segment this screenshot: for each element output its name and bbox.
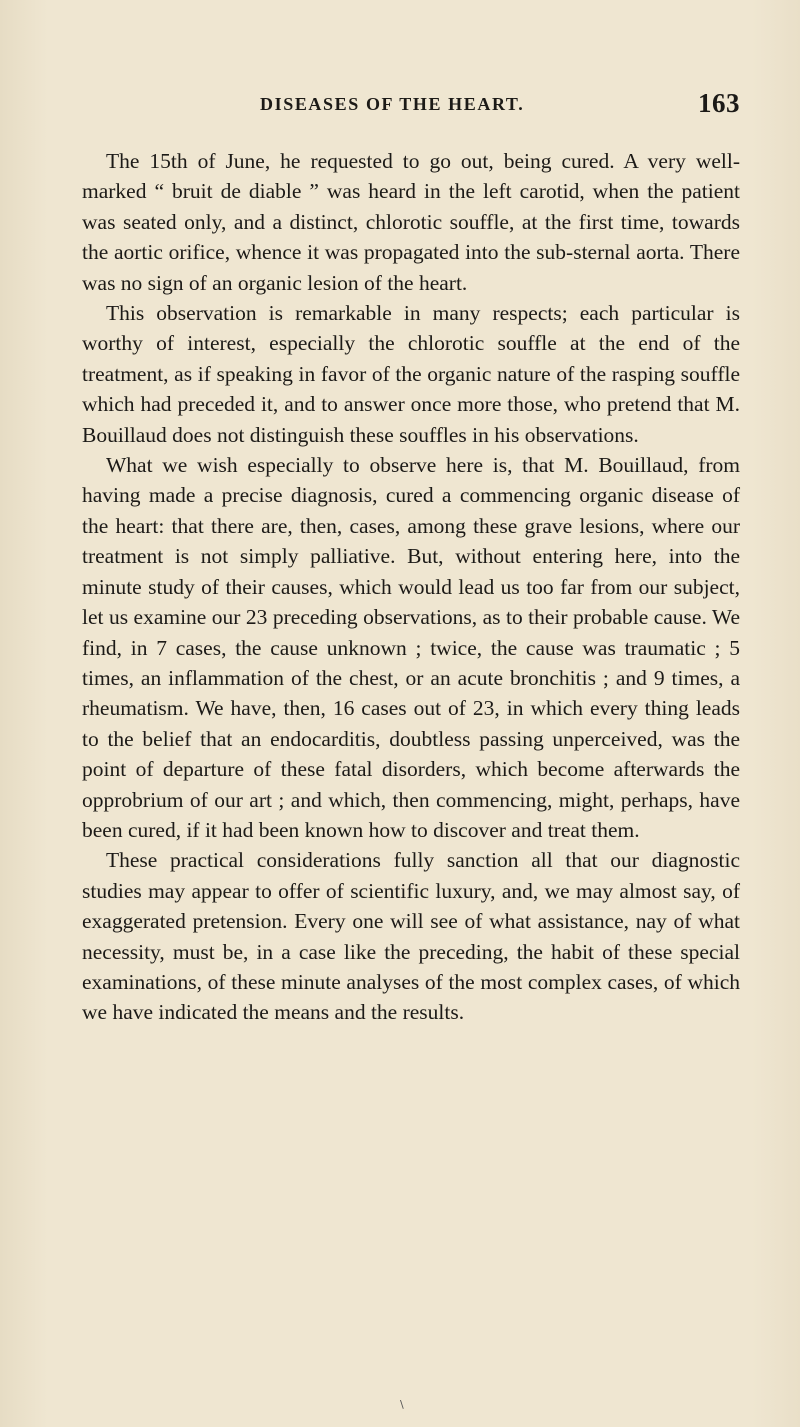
running-title: DISEASES OF THE HEART. — [260, 94, 525, 114]
stray-print-mark: \ — [400, 1398, 404, 1411]
paragraph-3: What we wish especially to observe here is, that M. Bouillaud, from having made a precise diagnosis, cured a commencing organic disease of the heart: that there are, then, cases, among these grave lesions, where our treatment is not simply palliative. But, without entering here, into the minute study of their causes, which would lead us too far from our subject, let us examine our 23 preceding observations, as to their probable cause. We find, in 7 cases, the cause unknown ; twice, the cause was traumatic ; 5 times, an inflammation of the chest, or an acute bronchitis ; and 9 times, a rheumatism. We have, then, 16 cases out of 23, in which every thing leads to the belief that an endocarditis, doubtless passing unperceived, was the point of departure of these fatal disorders, which become afterwards the opprobrium of our art ; and which, then commencing, might, perhaps, have been cured, if it had been known how to discover and treat them. — [82, 453, 740, 842]
paragraph-4: These practical considerations fully sanction all that our diagnostic studies may appear to offer of scientific luxury, and, we may almost say, of exaggerated pretension. Every one will see of what assistance, nay of what necessity, must be, in a case like the preceding, the habit of these special examinations, of these minute analyses of the most complex cases, of which we have indicated the means and the results. — [82, 848, 740, 1025]
paragraph-1: The 15th of June, he requested to go out, being cured. A very well-marked “ bruit de diable ” was heard in the left carotid, when the patient was seated only, and a distinct, chlorotic souffle, at the first time, towards the aortic orifice, whence it was propagated into the sub-sternal aorta. There was no sign of an organic lesion of the heart. — [82, 149, 740, 295]
paragraph-2: This observation is remarkable in many respects; each particular is worthy of interest, especially the chlorotic souffle at the end of the treatment, as if speaking in favor of the organic nature of the rasping souffle which had preceded it, and to answer once more those, who pretend that M. Bouillaud does not distinguish these souffles in his observations. — [82, 301, 740, 447]
page-number: 163 — [698, 88, 740, 118]
running-head — [82, 90, 740, 124]
body-text — [82, 146, 740, 1028]
